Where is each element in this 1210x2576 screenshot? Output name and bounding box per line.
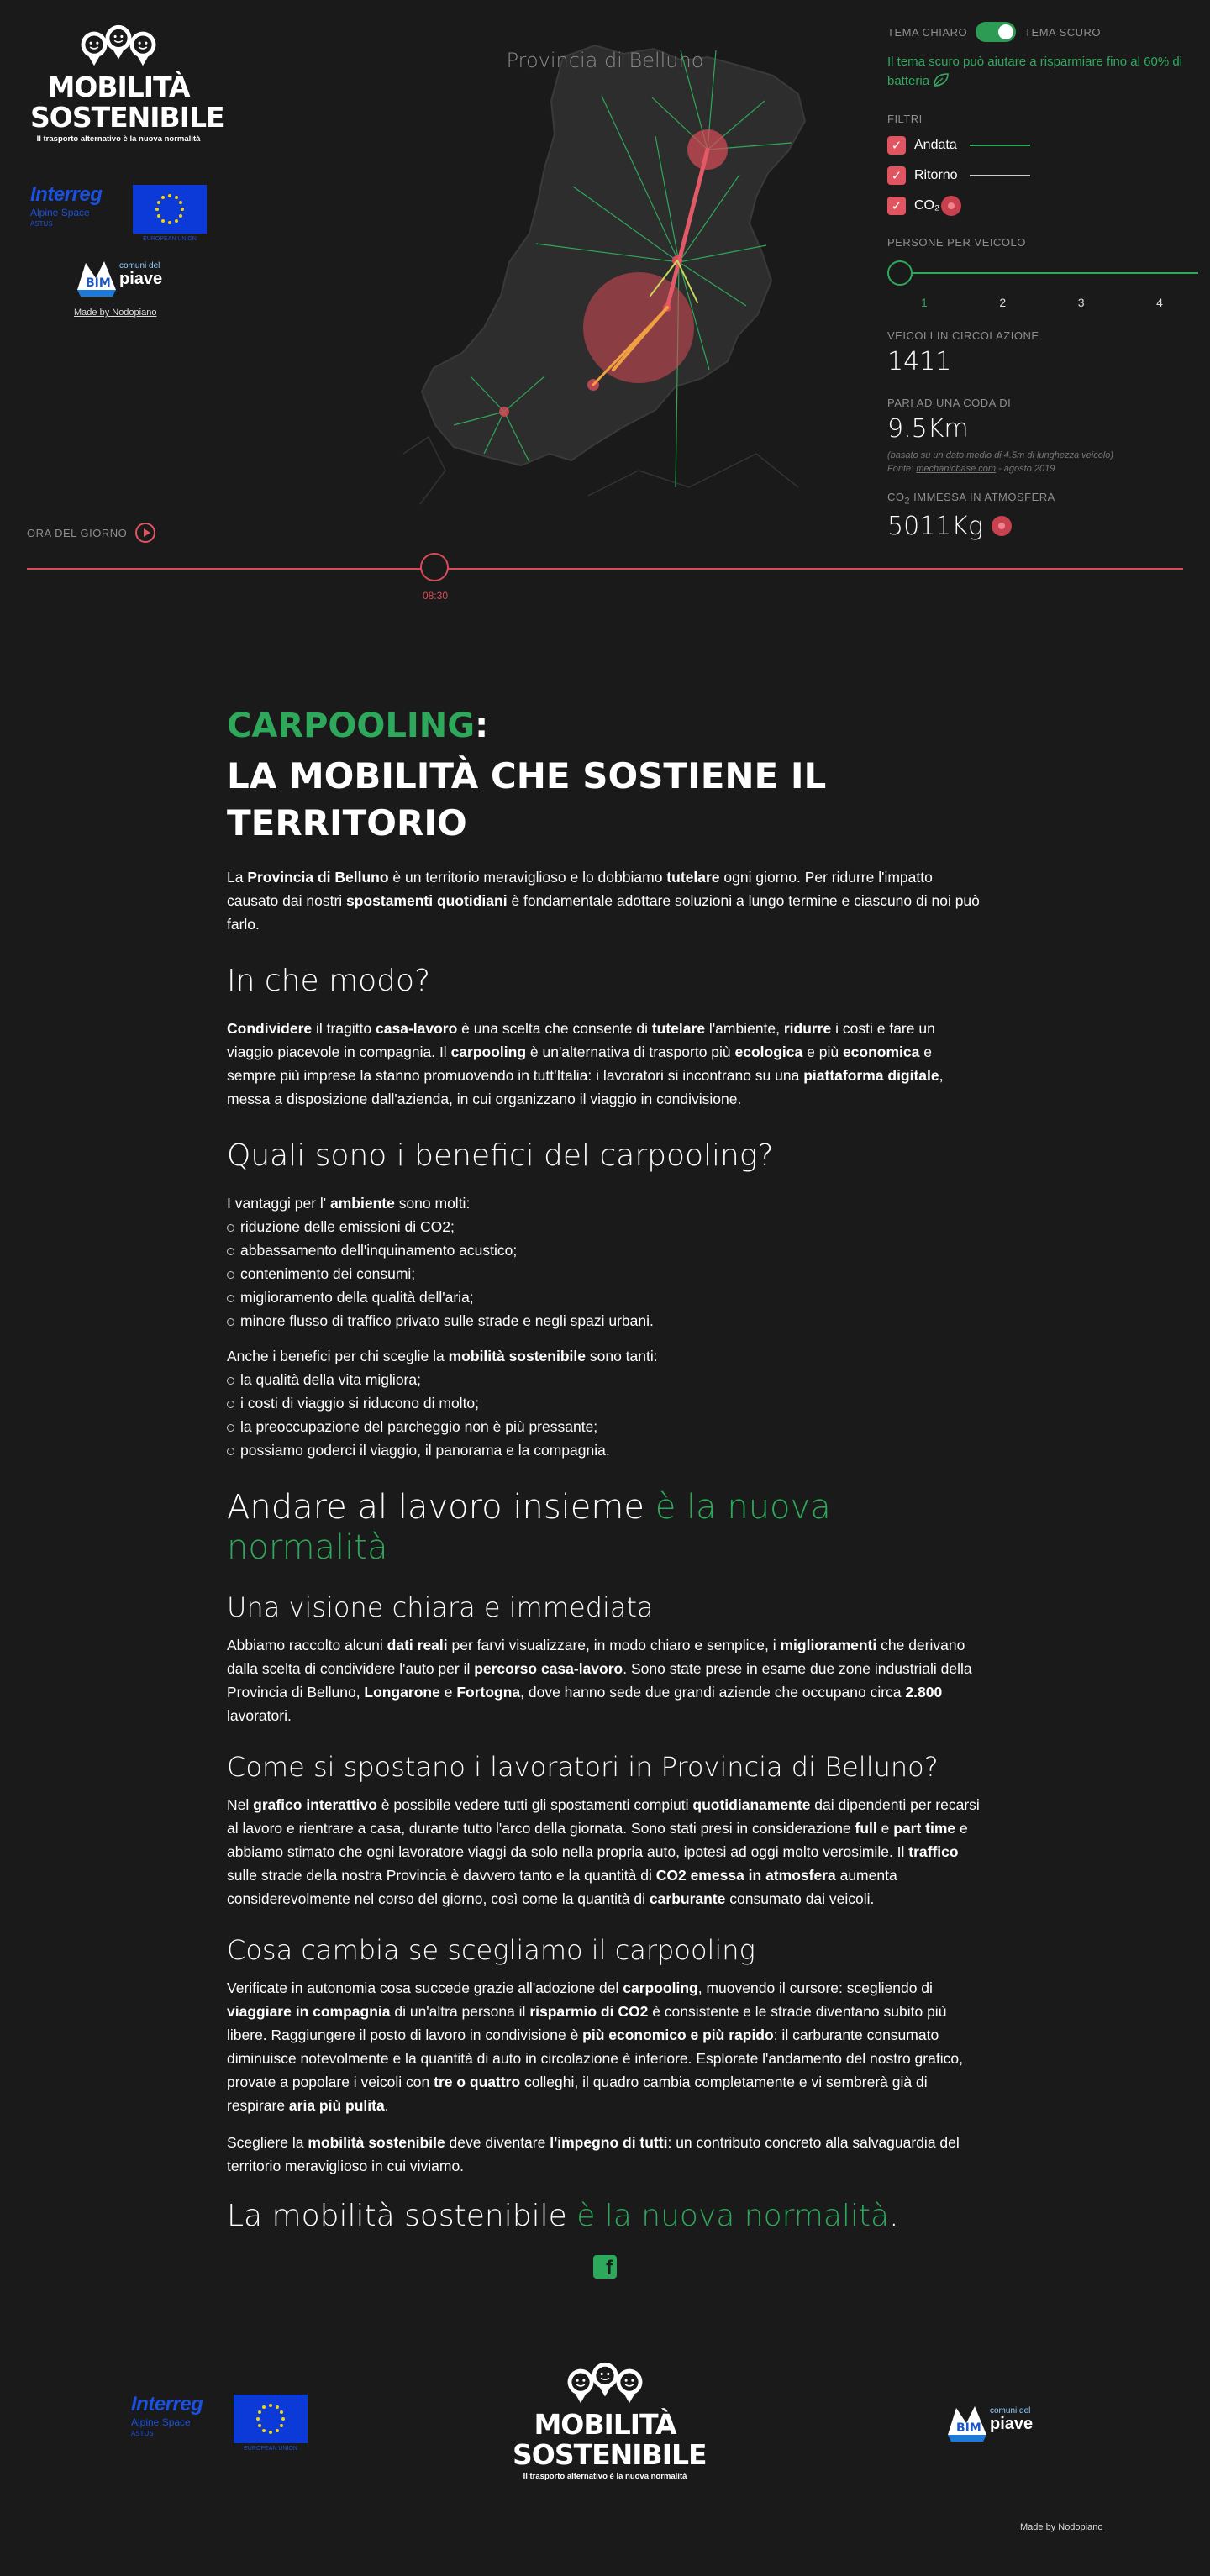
kicker-colon: : <box>475 707 489 745</box>
footer-eu-stars-icon <box>234 2395 308 2443</box>
vision-paragraph: Abbiamo raccolto alcuni dati reali per farvi visualizzare, in modo chiaro e semplice, i miglioramenti che derivano dalla scelta di condividere l'auto per il percorso casa-lavoro. Sono state prese in esame due zone industriali della Provincia di Belluno, Longarone e Fortogna, dove hanno sede due grandi aziende che occupano circa 2.800 lavoratori. <box>227 1637 972 1724</box>
persons-slider[interactable] <box>887 259 1207 309</box>
intro-paragraph: La Provincia di Belluno è un territorio meraviglioso e lo dobbiamo tutelare ogni giorno. Per ridurre l'impatto causato dai nostri spostamenti quotidiani è fondamentale adottare soluzioni a lungo termine e ciascuno di noi può farlo. <box>227 869 980 933</box>
vehicles-label: VEICOLI IN CIRCOLAZIONE <box>887 329 1039 342</box>
filter-ritorno-label: Ritorno <box>914 168 958 182</box>
bim-piave-logo[interactable] <box>74 256 166 298</box>
queue-value: 9.5Km <box>887 414 969 444</box>
co2-label-main: CO <box>887 491 905 503</box>
queue-note <box>887 449 1207 476</box>
user-benefits-list <box>227 1368 983 1462</box>
eco-message <box>887 52 1198 91</box>
filters-label: FILTRI <box>887 113 923 125</box>
theme-toggle[interactable] <box>976 22 1016 42</box>
co2-value-row <box>887 512 1207 541</box>
filter-ritorno[interactable] <box>887 166 1207 186</box>
list-item: miglioramento della qualità dell'aria; <box>227 1285 983 1309</box>
eu-stars-icon <box>133 185 207 234</box>
bim-comuni-text: comuni del <box>119 261 160 271</box>
user-lead: Anche i benefici per chi sceglie la mobilità sostenibile sono tanti: <box>227 1348 658 1364</box>
list-item: abbassamento dell'inquinamento acustico; <box>227 1238 983 1262</box>
time-label: ORA DEL GIORNO <box>27 526 128 539</box>
tick-2[interactable]: 2 <box>999 296 1007 309</box>
queue-note-text: (basato su un dato medio di 4.5m di lunghezza veicolo) <box>887 450 1114 460</box>
queue-source-link[interactable]: mechanicbase.com <box>916 464 997 474</box>
footer-made-by-link[interactable]: Made by Nodopiano <box>1020 2522 1103 2532</box>
sponsor-logos <box>30 183 215 244</box>
co2-label-rest: IMMESSA IN ATMOSFERA <box>910 491 1055 503</box>
env-lead: I vantaggi per l' ambiente sono molti: <box>227 1195 471 1212</box>
theme-dark-label: TEMA SCURO <box>1024 25 1102 39</box>
queue-source-suffix: - agosto 2019 <box>996 464 1055 474</box>
heading-benefits: Quali sono i benefici del carpooling? <box>227 1138 774 1173</box>
footer-bim-piave-logo[interactable] <box>944 2401 1045 2443</box>
tick-4[interactable]: 4 <box>1156 296 1163 309</box>
how-paragraph: Condividere il tragitto casa-lavoro è una scelta che consente di tutelare l'ambiente, ridurre i costi e fare un viaggio piacevole in compagnia. Il carpooling è un'alternativa di trasporto più ecologica e più economica e sempre più imprese la stanno promuovendo in tutt'Italia: i lavoratori si incontrano su una piattaforma digitale, messa a disposizione dall'azienda, in cui organizzano il viaggio in condivisione. <box>227 1020 944 1107</box>
choose-paragraph: Scegliere la mobilità sostenibile deve diventare l'impegno di tutti: un contributo concreto alla salvaguardia del territorio meraviglioso in cui viviamo. <box>227 2134 960 2174</box>
footer-interreg-logo[interactable] <box>131 2393 232 2437</box>
footer-bim-badge-icon <box>944 2401 990 2443</box>
checkbox-andata[interactable]: ✓ <box>887 136 906 155</box>
footer-eu-flag[interactable] <box>234 2395 308 2452</box>
play-icon[interactable] <box>135 523 155 543</box>
article-kicker <box>227 702 983 749</box>
outer-border-west <box>403 437 445 504</box>
list-item: la qualità della vita migliora; <box>227 1368 983 1391</box>
province-shape <box>422 45 805 465</box>
workers-paragraph: Nel grafico interattivo è possibile vedere tutti gli spostamenti compiuti quotidianamente dai dipendenti per recarsi al lavoro e rientrare a casa, durante tutto l'arco della giornata. Sono stati presi in considerazione full e part time e abbiamo stimato che ogni lavoratore viaggi da solo nella propria auto, ipotesi ad oggi molto verosimile. Il traffico sulle strade della nostra Provincia è davvero tanto e la quantità di CO2 emessa in atmosfera aumenta considerevolmente nel corso del giorno, così come la quantità di carburante consumato dai veicoli. <box>227 1796 980 1907</box>
list-item: minore flusso di traffico privato sulle strade e negli spazi urbani. <box>227 1309 983 1333</box>
list-item: contenimento dei consumi; <box>227 1262 983 1285</box>
slider-knob[interactable] <box>887 260 913 286</box>
article <box>227 702 983 2279</box>
logo-title-line2: SOSTENIBILE <box>30 101 224 134</box>
heading-change: Cosa cambia se scegliamo il carpooling <box>227 1934 755 1966</box>
bim-piave-text: piave <box>119 270 163 288</box>
legend-ritorno-line <box>970 175 1030 176</box>
kicker-carpooling: CARPOOLING <box>227 707 476 745</box>
list-item: la preoccupazione del parcheggio non è più pressante; <box>227 1415 983 1438</box>
queue-source-prefix: Fonte: <box>887 464 917 474</box>
change-paragraph: Verificate in autonomia cosa succede grazie all'adozione del carpooling, muovendo il cursore: scegliendo di viaggiare in compagnia di un'altra persona il risparmio di CO2 è consistente e le strade diventano subito più libere. Raggiungere il posto di lavoro in condivisione è più economico e più rapido: il carburante consumato diminuisce notevolmente e la quantità di auto in circolazione è inferiore. Esplorate l'andamento del nostro grafico, provate a popolare i veicoli con tre o quattro colleghi, il quadro cambia completamente e vi sembrerà già di respirare aria più pulita. <box>227 1979 963 2114</box>
bim-badge-icon <box>74 256 119 298</box>
footer-logo-title-line2: SOSTENIBILE <box>513 2438 707 2471</box>
footer-bim-piave-text: piave <box>990 2415 1034 2433</box>
theme-switch-row <box>887 22 1207 42</box>
heading-normal: Andare al lavoro insieme è la nuova normalità <box>227 1488 831 1567</box>
co2-value: 5011Kg <box>887 511 984 541</box>
footer-logo-title-line1: MOBILITÀ <box>534 2408 676 2441</box>
footer-interreg-sub: Alpine Space <box>131 2416 191 2428</box>
province-map[interactable] <box>403 17 823 521</box>
theme-light-label: TEMA CHIARO <box>887 25 968 39</box>
filter-andata[interactable] <box>887 135 1207 155</box>
footer <box>0 2353 1210 2571</box>
footer-interreg-mini: ASTUS <box>131 2430 154 2437</box>
footer-bim-comuni-text: comuni del <box>990 2406 1031 2416</box>
map-title: Provincia di Belluno <box>506 49 704 72</box>
filters-section <box>887 113 1207 216</box>
heading-vision: Una visione chiara e immediata <box>227 1591 654 1623</box>
bim-badge-text: BIM <box>86 276 111 290</box>
interactive-dashboard <box>0 0 1210 639</box>
outer-border-south <box>588 454 798 496</box>
list-item: i costi di viaggio si riducono di molto; <box>227 1391 983 1415</box>
logo-title-line1: MOBILITÀ <box>47 71 190 103</box>
legend-andata-line <box>970 145 1030 146</box>
tick-1[interactable]: 1 <box>921 296 928 309</box>
eco-message-text: Il tema scuro può aiutare a risparmiare fino al 60% di batteria <box>887 55 1183 88</box>
belluno-map-svg <box>403 17 823 521</box>
interreg-mini: ASTUS <box>30 220 53 228</box>
legend-co2-dot <box>941 196 961 216</box>
heading-final: La mobilità sostenibile è la nuova normalità. <box>227 2199 899 2233</box>
queue-source <box>887 462 1207 476</box>
interreg-logo[interactable] <box>30 183 126 228</box>
heading-how: In che modo? <box>227 964 431 998</box>
site-logo[interactable] <box>30 24 224 144</box>
time-control <box>27 523 155 543</box>
slider-track[interactable] <box>902 272 1198 274</box>
footer-bim-badge-text: BIM <box>956 2421 981 2435</box>
tick-3[interactable]: 3 <box>1077 296 1085 309</box>
heading-workers: Come si spostano i lavoratori in Provincia di Belluno? <box>227 1751 939 1783</box>
filter-co2[interactable] <box>887 196 1207 216</box>
article-headline: LA MOBILITÀ CHE SOSTIENE IL TERRITORIO <box>227 755 827 844</box>
co2-label <box>887 491 1207 507</box>
filter-andata-label: Andata <box>914 138 957 152</box>
checkbox-ritorno[interactable]: ✓ <box>887 166 906 185</box>
eu-label: EUROPEAN UNION <box>143 236 197 242</box>
footer-interreg-word: Interreg <box>131 2393 203 2416</box>
logo-tagline: Il trasporto alternativo è la nuova normalità <box>36 134 201 144</box>
eu-flag-logo[interactable] <box>133 185 207 242</box>
made-by-link[interactable]: Made by Nodopiano <box>74 308 157 318</box>
footer-carpool-faces-icon <box>555 2361 655 2410</box>
facebook-icon[interactable]: f <box>593 2255 617 2279</box>
footer-site-logo[interactable] <box>513 2361 707 2481</box>
interreg-sub: Alpine Space <box>30 207 90 218</box>
timeline-time: 08:30 <box>422 590 449 602</box>
co2-value-dot <box>992 516 1012 536</box>
vehicles-value: 1411 <box>887 347 952 376</box>
filter-co2-label: CO₂ <box>914 198 940 213</box>
list-item: possiamo goderci il viaggio, il panorama e la compagnia. <box>227 1438 983 1462</box>
footer-logo-tagline: Il trasporto alternativo è la nuova normalità <box>523 2472 687 2481</box>
footer-eu-label: EUROPEAN UNION <box>244 2446 297 2452</box>
leaf-icon <box>933 72 950 87</box>
checkbox-co2[interactable]: ✓ <box>887 197 906 215</box>
timeline-knob[interactable] <box>420 553 449 581</box>
slider-ticks <box>887 296 1192 309</box>
interreg-word: Interreg <box>30 183 103 206</box>
env-benefits-list <box>227 1215 983 1333</box>
persons-label: PERSONE PER VEICOLO <box>887 236 1026 249</box>
list-item: riduzione delle emissioni di CO2; <box>227 1215 983 1238</box>
control-panel <box>887 22 1207 541</box>
co2-label-sub: 2 <box>904 496 911 507</box>
queue-label: PARI AD UNA CODA DI <box>887 397 1012 409</box>
carpool-faces-icon <box>68 24 169 72</box>
timeline-track[interactable] <box>27 568 1183 570</box>
